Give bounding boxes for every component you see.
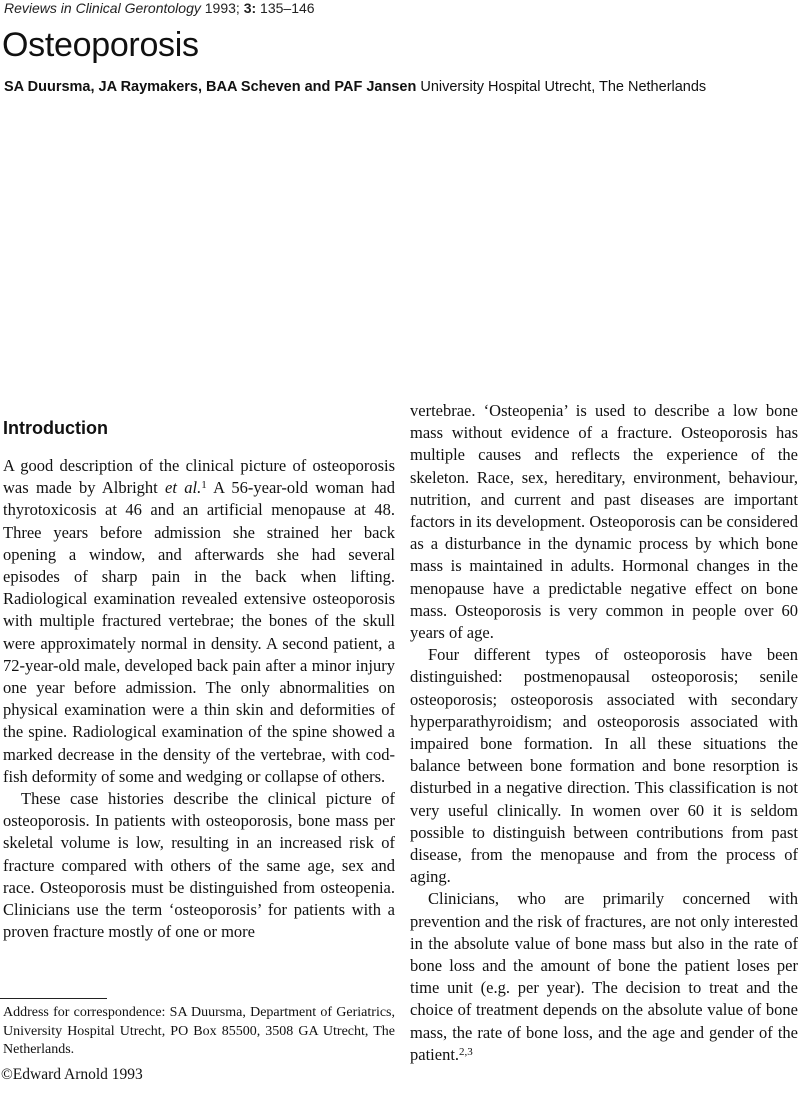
article-title: Osteoporosis [2, 26, 199, 64]
section-heading: Introduction [3, 418, 108, 438]
journal-pages: 135–146 [260, 0, 315, 16]
copyright-line [1, 1066, 143, 1084]
reference-1: 1 [201, 479, 207, 492]
journal-citation [4, 0, 315, 16]
journal-year: 1993; [204, 0, 240, 16]
paragraph-3: vertebrae. ‘Osteopenia’ is used to describe a low bone mass without evidence of a fracture. Osteoporosis has multiple causes and reflects the experience of the skeleton. Race, sex, hereditary, environment, behaviour, nutrition, and current and past diseases are important factors in its development. Osteoporosis can be considered as a disturbance in the dynamic process by which bone mass is maintained in adults. Hormonal changes in the menopause have a predictable negative effect on bone mass. Osteoporosis is very common in people over 60 years of age. [410, 401, 798, 643]
paragraph-5 [410, 888, 798, 1066]
left-column [3, 455, 395, 943]
paragraph-1-start: A good description of the clinical picture of osteoporosis was made by Albright [3, 456, 395, 498]
footnote-rule [0, 998, 107, 999]
et-al: et al. [165, 478, 202, 498]
correspondence-footnote: Address for correspondence: SA Duursma, Department of Geriatrics, University Hospital Utrecht, PO Box 85500, 3508 GA Utrecht, The Netherlands. [3, 1005, 395, 1057]
author-names: SA Duursma, JA Raymakers, BAA Scheven and PAF Jansen [4, 79, 417, 95]
right-column [410, 400, 798, 1066]
paragraph-5-text: Clinicians, who are primarily concerned with prevention and the risk of fractures, are not only interested in the absolute value of bone mass but also in the rate of bone loss and the amount of bone the patient loses per time unit (e.g. per year). The decision to treat and the choice of treatment depends on the absolute value of bone mass, the rate of bone loss, and the age and gender of the patient. [410, 889, 798, 1064]
journal-name: Reviews in Clinical Gerontology [4, 0, 201, 16]
copyright-symbol: © [1, 1066, 13, 1083]
reference-2-3: 2,3 [459, 1045, 473, 1058]
paragraph-1 [3, 455, 395, 788]
journal-volume: 3: [243, 0, 257, 16]
author-affiliation: University Hospital Utrecht, The Netherlands [420, 79, 707, 95]
copyright-text: Edward Arnold 1993 [12, 1066, 143, 1083]
paragraph-4: Four different types of osteoporosis have been distinguished: postmenopausal osteoporosis; senile osteoporosis; osteoporosis associated with secondary hyperparathyroidism; and osteoporosis associated with impaired bone formation. In all these situations the balance between bone formation and bone resorption is disturbed in a negative direction. This classification is not very useful clinically. In women over 60 it is seldom possible to distinguish between contributions from past disease, from the menopause and from the process of aging. [410, 645, 798, 887]
author-line [4, 79, 706, 95]
paragraph-1-rest: A 56-year-old woman had thyrotoxicosis at 46 and an artificial menopause at 48. Three years before admission she strained her back opening a window, and afterwards she had several episodes of sharp pain in the back when lifting. Radiological examination revealed extensive osteoporosis with multiple fractured vertebrae; the bones of the skull were approximately normal in density. A second patient, a 72-year-old male, developed back pain after a minor injury one year before admission. The only abnormalities on physical examination were a thin skin and deformities of the spine. Radiological examination of the spine showed a marked decrease in the density of the vertebrae, with cod-fish deformity of some and wedging or collapse of others. [3, 478, 395, 786]
paragraph-2: These case histories describe the clinical picture of osteoporosis. In patients with osteoporosis, bone mass per skeletal volume is low, resulting in an increased risk of fracture compared with others of the same age, sex and race. Osteoporosis must be distinguished from osteopenia. Clinicians use the term ‘osteoporosis’ for patients with a proven fracture mostly of one or more [3, 789, 395, 942]
